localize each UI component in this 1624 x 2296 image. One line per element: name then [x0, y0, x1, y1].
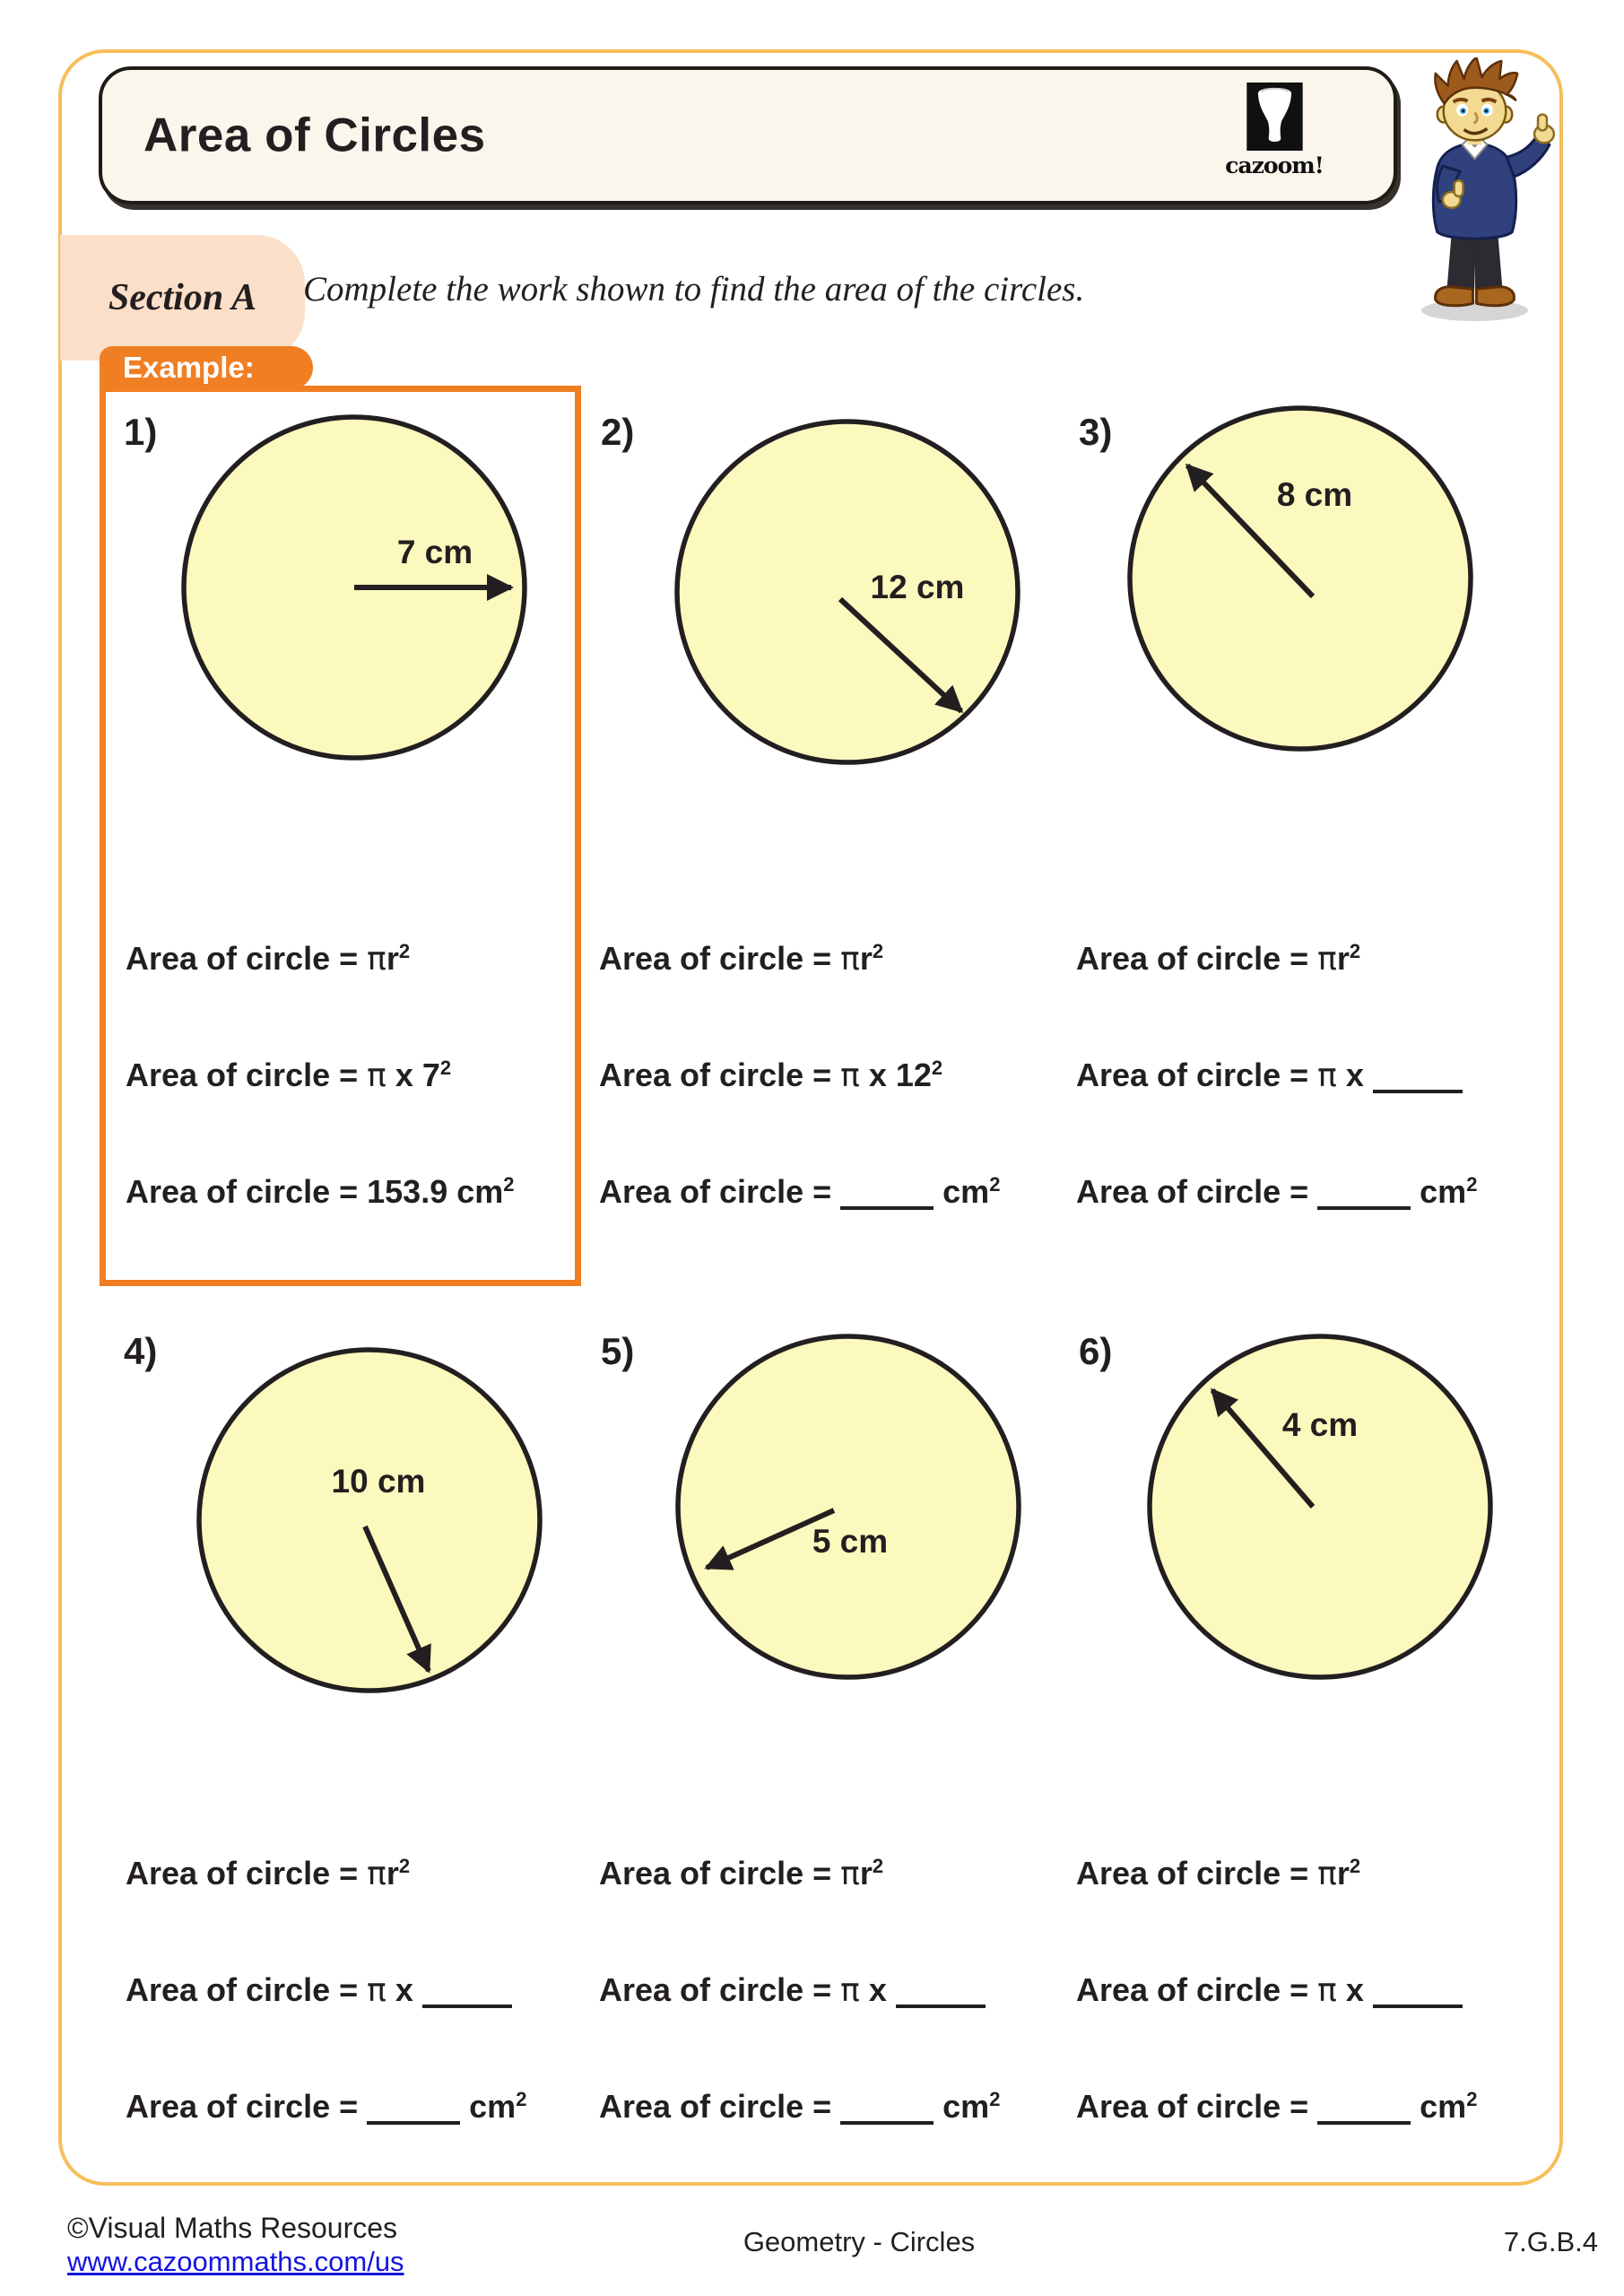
problem-6-formula-line-3: Area of circle = $cm^2$ — [1076, 2088, 1478, 2125]
problem-2-formula-line-1: Area of circle = $\pi r^2$ — [599, 940, 884, 978]
problem-4-formula-line-3: Area of circle = $cm^2$ — [126, 2088, 527, 2125]
circle-3-figure — [1112, 390, 1489, 767]
problem-3-number: 3) — [1079, 411, 1113, 453]
footer-link[interactable]: www.cazoommaths.com/us — [67, 2246, 404, 2277]
footer-topic: Geometry - Circles — [743, 2226, 976, 2257]
problem-1-number: 1) — [124, 411, 158, 453]
circle-3-panel — [1112, 390, 1489, 767]
problem-6-formula-line-2: Area of circle = π x — [1076, 1971, 1463, 2009]
problem-5-formula-line-3: Area of circle = $cm^2$ — [599, 2088, 1001, 2125]
section-a-label — [60, 235, 305, 361]
circle-6-radius-label: 4 cm — [1281, 1406, 1359, 1443]
fill-in-blank — [840, 1179, 934, 1210]
circle-2-radius-label: 12 cm — [870, 569, 965, 605]
circle-5-figure — [660, 1318, 1037, 1695]
circle-6-figure — [1132, 1318, 1508, 1695]
fill-in-blank — [840, 2094, 934, 2125]
circle-3-radius-label: 8 cm — [1276, 476, 1353, 513]
example-tab — [100, 346, 313, 389]
problem-4-number: 4) — [124, 1330, 158, 1372]
circle-5-radius-label: 5 cm — [812, 1523, 889, 1560]
fill-in-blank — [1373, 1978, 1463, 2008]
footer-copyright: ©Visual Maths Resources — [67, 2212, 398, 2244]
circle-6-panel — [1132, 1318, 1508, 1695]
problem-3-formula-line-2: Area of circle = π x — [1076, 1057, 1463, 1094]
mascot-boy-illustration — [1383, 57, 1567, 325]
circle-5-panel — [660, 1318, 1037, 1695]
problem-3-formula-line-3: Area of circle = $cm^2$ — [1076, 1173, 1478, 1210]
fill-in-blank — [1373, 1063, 1463, 1093]
problem-4-formula-line-2: Area of circle = π x — [126, 1971, 512, 2009]
fill-in-blank — [896, 1978, 986, 2008]
circle-2-figure — [659, 404, 1036, 780]
fill-in-blank — [367, 2094, 460, 2125]
circle-1-figure — [166, 399, 543, 776]
problem-2-number: 2) — [601, 411, 635, 453]
example-tab-label: Example: — [123, 351, 255, 384]
problem-2-formula-line-2: Area of circle = π x $12^2$ — [599, 1057, 943, 1094]
circle-2-panel — [659, 404, 1036, 780]
logo-wordmark: cazoom! — [1225, 152, 1324, 178]
problem-6-formula-line-1: Area of circle = $\pi r^2$ — [1076, 1855, 1361, 1892]
fill-in-blank — [1317, 2094, 1411, 2125]
circle-4-panel — [181, 1332, 558, 1709]
drum-icon — [1246, 83, 1303, 151]
problem-3-formula-line-1: Area of circle = $\pi r^2$ — [1076, 940, 1361, 978]
problem-1-formula-line-1: Area of circle = $\pi r^2$ — [126, 940, 411, 978]
fill-in-blank — [422, 1978, 512, 2008]
footer-standard-code: 7.G.B.4 — [1503, 2226, 1598, 2257]
section-a-text: Section A — [108, 277, 257, 318]
fill-in-blank — [1317, 1179, 1411, 1210]
problem-5-formula-line-2: Area of circle = π x — [599, 1971, 986, 2009]
circle-1-radius-label: 7 cm — [396, 534, 473, 570]
problem-5-formula-line-1: Area of circle = $\pi r^2$ — [599, 1855, 884, 1892]
circle-4-radius-label: 10 cm — [331, 1463, 426, 1500]
problem-2-formula-line-3: Area of circle = $cm^2$ — [599, 1173, 1001, 1210]
title-bar — [99, 66, 1397, 204]
problem-6-number: 6) — [1079, 1330, 1113, 1372]
problem-5-number: 5) — [601, 1330, 635, 1372]
section-instruction: Complete the work shown to find the area of the circles. — [303, 270, 1085, 309]
page-title: Area of Circles — [143, 109, 486, 162]
cazoom-logo — [1218, 83, 1331, 178]
problem-1-formula-line-2: Area of circle = π x $7^2$ — [126, 1057, 452, 1094]
circle-1-panel — [166, 399, 543, 776]
circle-4-figure — [181, 1332, 558, 1709]
problem-4-formula-line-1: Area of circle = $\pi r^2$ — [126, 1855, 411, 1892]
problem-1-formula-line-3: Area of circle = 153.9 $cm^2$ — [126, 1173, 515, 1210]
